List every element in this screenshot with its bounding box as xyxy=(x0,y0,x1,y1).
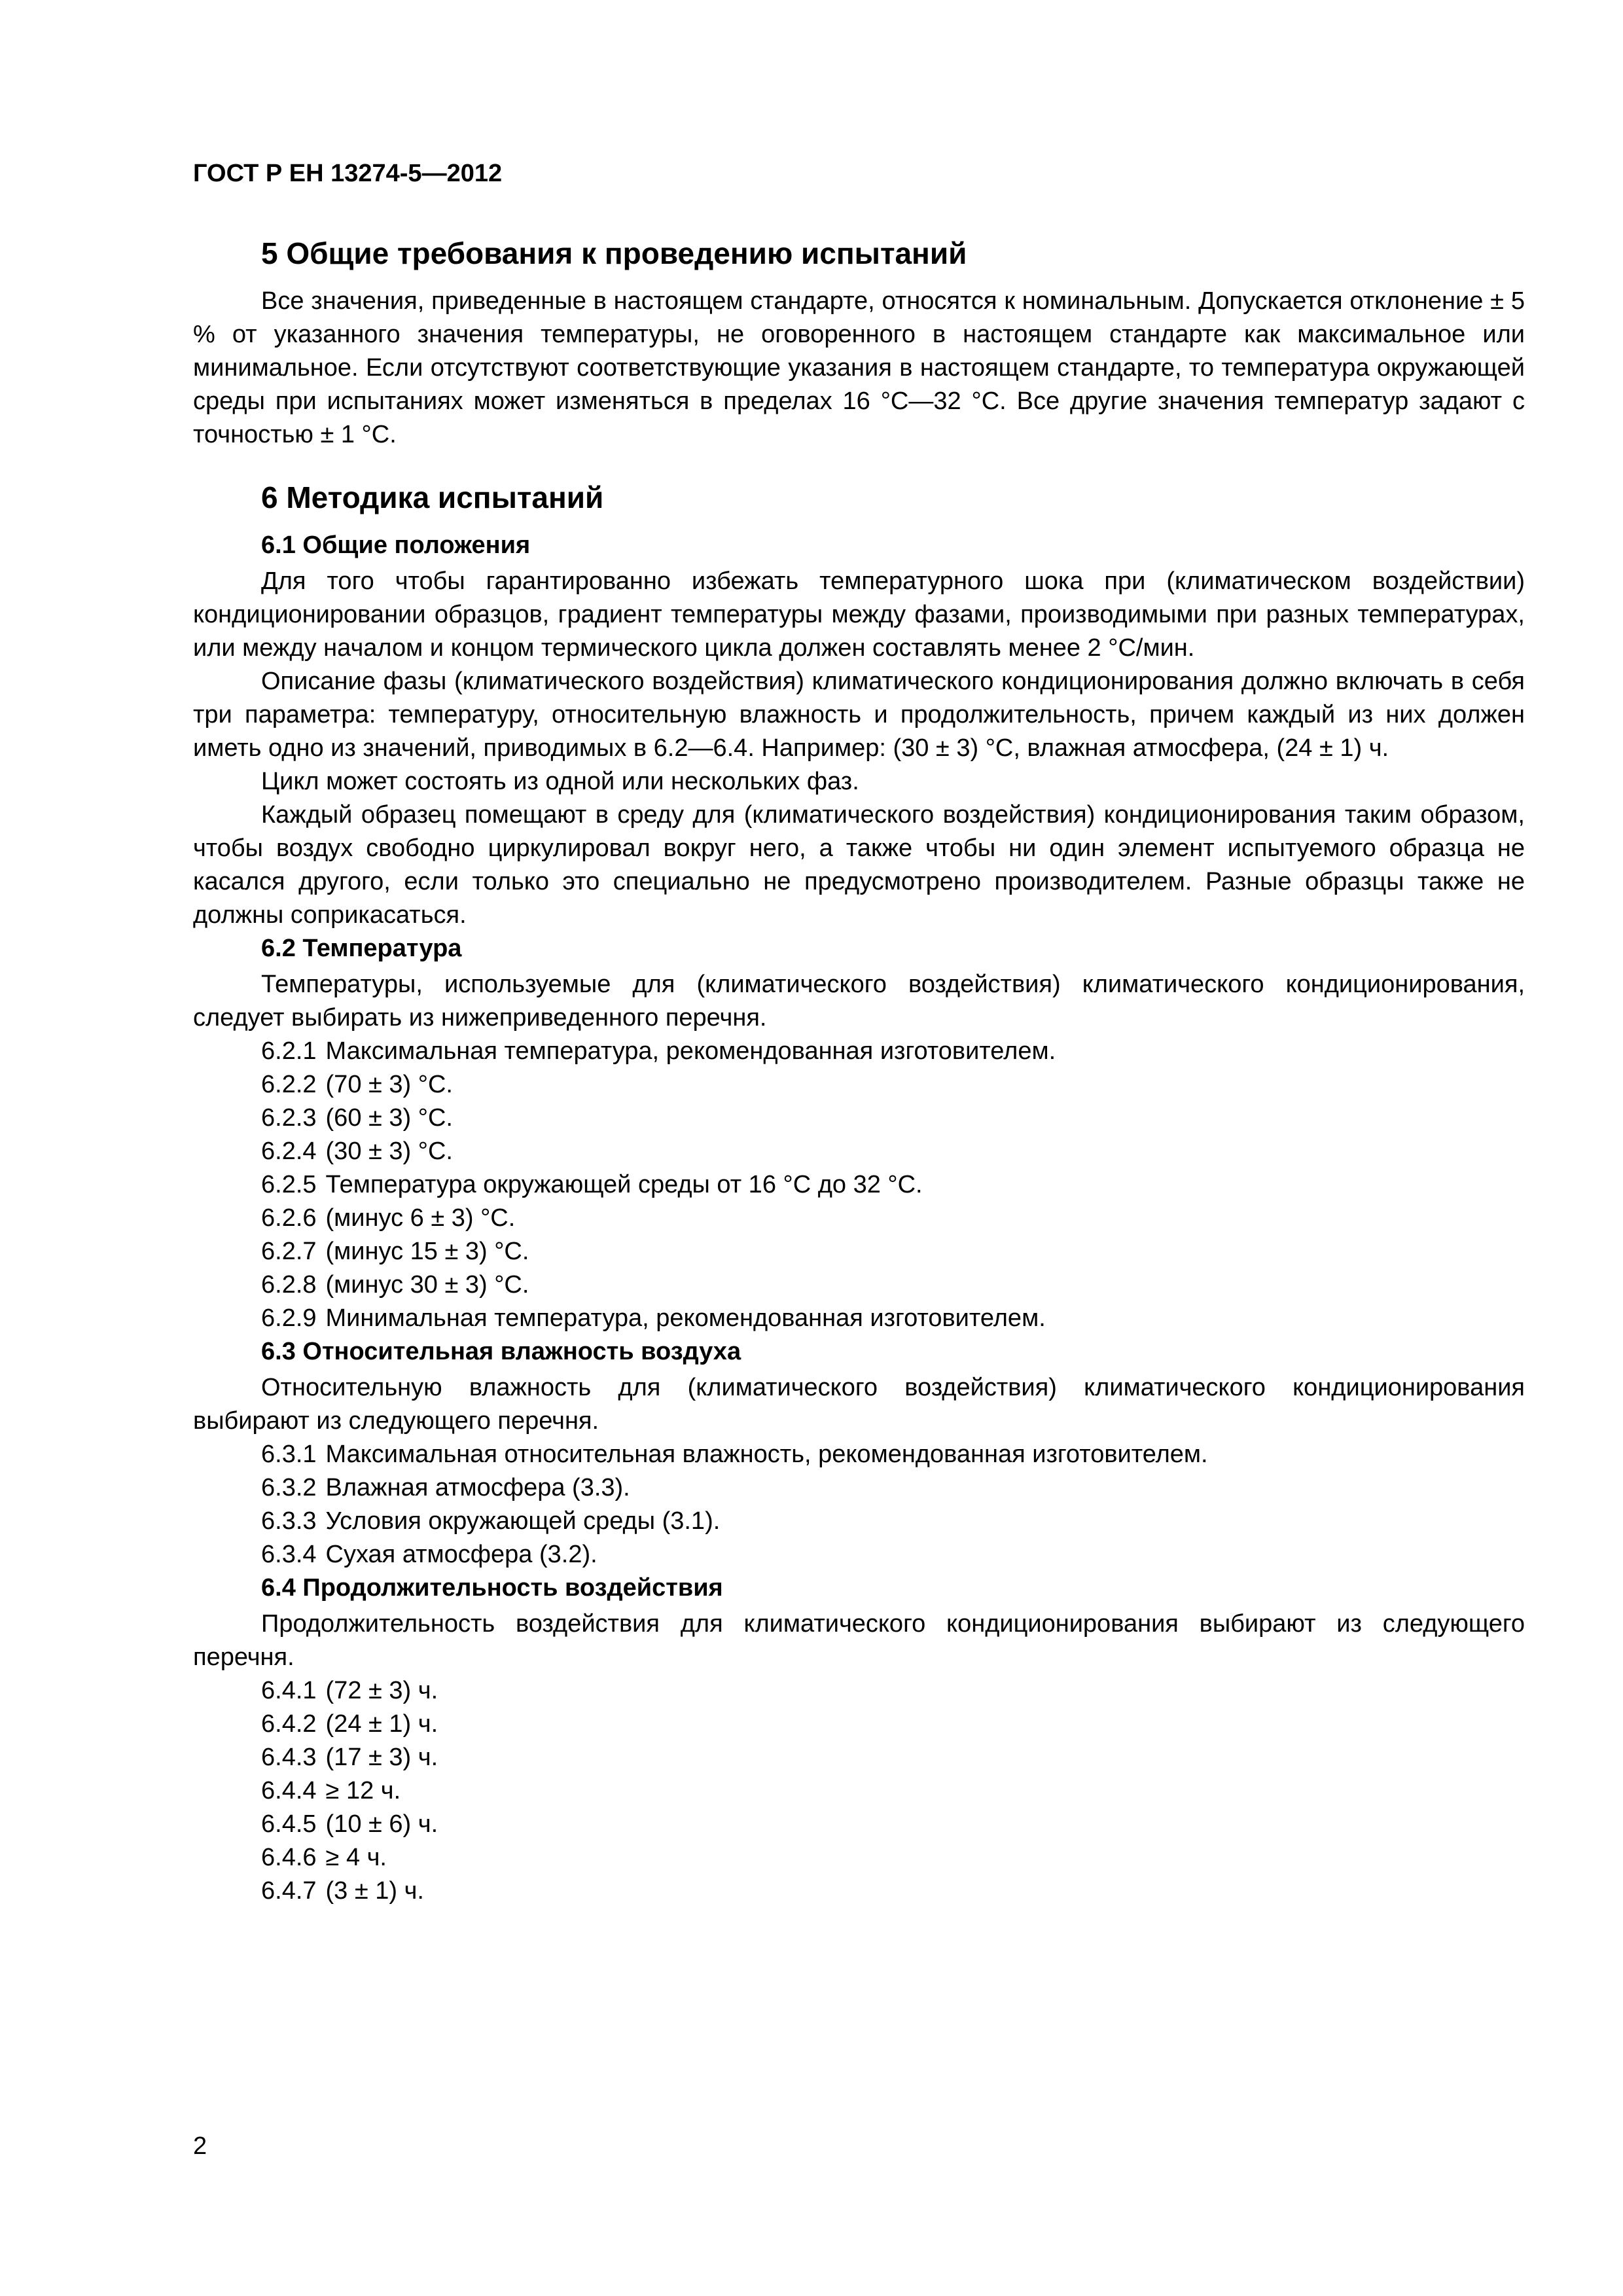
item-number: 6.2.8 xyxy=(261,1271,317,1299)
item-text: (17 ± 3) ч. xyxy=(325,1744,438,1771)
subsection-6-2-title: 6.2 Температура xyxy=(261,935,462,962)
item-text: Максимальная температура, рекомендованная изготовителем. xyxy=(325,1037,1056,1065)
item-text: (минус 15 ± 3) °С. xyxy=(325,1238,529,1265)
list-item xyxy=(193,1841,1525,1874)
list-item xyxy=(193,1538,1525,1571)
item-number: 6.2.3 xyxy=(261,1104,317,1132)
item-number: 6.4.6 xyxy=(261,1844,317,1871)
list-item xyxy=(193,1674,1525,1708)
subsection-6-1-paragraph: Каждый образец помещают в среду для (климатического воздействия) кондиционирования таким образом, чтобы воздух свободно циркулировал вокруг него, а также чтобы ни один элемент испытуемого образца не касался другого, если только это специально не предусмотрено производителем. Разные образцы также не должны соприкасаться. xyxy=(193,801,1525,929)
item-number: 6.2.5 xyxy=(261,1171,317,1198)
list-item xyxy=(193,1035,1525,1068)
list-item xyxy=(193,1268,1525,1302)
item-text: (24 ± 1) ч. xyxy=(325,1710,438,1738)
item-number: 6.2.1 xyxy=(261,1037,317,1065)
list-item xyxy=(193,1505,1525,1538)
list-item xyxy=(193,1168,1525,1202)
item-text: (30 ± 3) °С. xyxy=(325,1138,453,1165)
section-6-title: 6 Методика испытаний xyxy=(261,480,604,514)
standard-header: ГОСТ Р ЕН 13274-5—2012 xyxy=(193,160,503,187)
list-item xyxy=(193,1741,1525,1774)
item-text: Условия окружающей среды (3.1). xyxy=(325,1507,721,1535)
item-text: (10 ± 6) ч. xyxy=(325,1810,438,1838)
item-number: 6.4.2 xyxy=(261,1710,317,1738)
list-item xyxy=(193,1235,1525,1268)
document-page xyxy=(193,157,1525,1908)
temperature-list xyxy=(193,1035,1525,1335)
subsection-6-3-paragraph: Относительную влажность для (климатического воздействия) климатического кондиционирования выбирают из следующего перечня. xyxy=(193,1374,1525,1435)
item-number: 6.3.3 xyxy=(261,1507,317,1535)
subsection-6-1-paragraph: Цикл может состоять из одной или нескольких фаз. xyxy=(261,768,859,795)
item-number: 6.4.4 xyxy=(261,1777,317,1804)
item-number: 6.2.2 xyxy=(261,1071,317,1098)
item-number: 6.2.6 xyxy=(261,1204,317,1232)
item-text: (72 ± 3) ч. xyxy=(325,1677,438,1704)
list-item xyxy=(193,1302,1525,1335)
item-text: Минимальная температура, рекомендованная изготовителем. xyxy=(325,1304,1046,1332)
item-number: 6.3.1 xyxy=(261,1441,317,1468)
section-5-title: 5 Общие требования к проведению испытаний xyxy=(261,236,967,270)
item-text: ≥ 12 ч. xyxy=(325,1777,401,1804)
item-number: 6.4.7 xyxy=(261,1877,317,1905)
subsection-6-2-paragraph: Температуры, используемые для (климатического воздействия) климатического кондиционирования, следует выбирать из нижеприведенного перечня. xyxy=(193,971,1525,1031)
item-text: ≥ 4 ч. xyxy=(325,1844,387,1871)
item-text: (60 ± 3) °С. xyxy=(325,1104,453,1132)
page-number: 2 xyxy=(193,2132,207,2160)
subsection-6-4-title: 6.4 Продолжительность воздействия xyxy=(261,1574,723,1602)
list-item xyxy=(193,1708,1525,1741)
list-item xyxy=(193,1135,1525,1168)
item-number: 6.3.2 xyxy=(261,1474,317,1501)
item-text: Максимальная относительная влажность, рекомендованная изготовителем. xyxy=(325,1441,1208,1468)
item-number: 6.3.4 xyxy=(261,1541,317,1568)
section-5-paragraph: Все значения, приведенные в настоящем стандарте, относятся к номинальным. Допускается отклонение ± 5 % от указанного значения температуры, не оговоренного в настоящем стандарте как максимальное или минимальное. Если отсутствуют соответствующие указания в настоящем стандарте, то температура окружающей среды при испытаниях может изменяться в пределах 16 °С—32 °С. Все другие значения температур задают с точностью ± 1 °С. xyxy=(193,287,1525,448)
item-number: 6.2.9 xyxy=(261,1304,317,1332)
item-text: (минус 30 ± 3) °С. xyxy=(325,1271,529,1299)
list-item xyxy=(193,1068,1525,1102)
list-item xyxy=(193,1874,1525,1908)
item-text: (минус 6 ± 3) °С. xyxy=(325,1204,516,1232)
list-item xyxy=(193,1438,1525,1471)
item-number: 6.2.7 xyxy=(261,1238,317,1265)
subsection-6-1-paragraph: Описание фазы (климатического воздействия) климатического кондиционирования должно включать в себя три параметра: температуру, относительную влажность и продолжительность, причем каждый из них должен иметь одно из значений, приводимых в 6.2—6.4. Например: (30 ± 3) °С, влажная атмосфера, (24 ± 1) ч. xyxy=(193,668,1525,762)
list-item xyxy=(193,1808,1525,1841)
subsection-6-4-paragraph: Продолжительность воздействия для климатического кондиционирования выбирают из следующего перечня. xyxy=(193,1610,1525,1671)
subsection-6-1-title: 6.1 Общие положения xyxy=(261,531,531,559)
list-item xyxy=(193,1102,1525,1135)
duration-list xyxy=(193,1674,1525,1908)
item-text: Сухая атмосфера (3.2). xyxy=(325,1541,597,1568)
item-text: Температура окружающей среды от 16 °С до 32 °С. xyxy=(325,1171,923,1198)
subsection-6-3-title: 6.3 Относительная влажность воздуха xyxy=(261,1338,741,1365)
item-number: 6.4.5 xyxy=(261,1810,317,1838)
list-item xyxy=(193,1774,1525,1808)
item-text: (3 ± 1) ч. xyxy=(325,1877,424,1905)
item-number: 6.4.3 xyxy=(261,1744,317,1771)
item-number: 6.2.4 xyxy=(261,1138,317,1165)
item-text: Влажная атмосфера (3.3). xyxy=(325,1474,630,1501)
list-item xyxy=(193,1471,1525,1505)
humidity-list xyxy=(193,1438,1525,1571)
item-text: (70 ± 3) °С. xyxy=(325,1071,453,1098)
list-item xyxy=(193,1202,1525,1235)
subsection-6-1-paragraph: Для того чтобы гарантированно избежать температурного шока при (климатическом воздействии) кондиционировании образцов, градиент температуры между фазами, производимыми при разных температурах, или между началом и концом термического цикла должен составлять менее 2 °С/мин. xyxy=(193,567,1525,662)
item-number: 6.4.1 xyxy=(261,1677,317,1704)
